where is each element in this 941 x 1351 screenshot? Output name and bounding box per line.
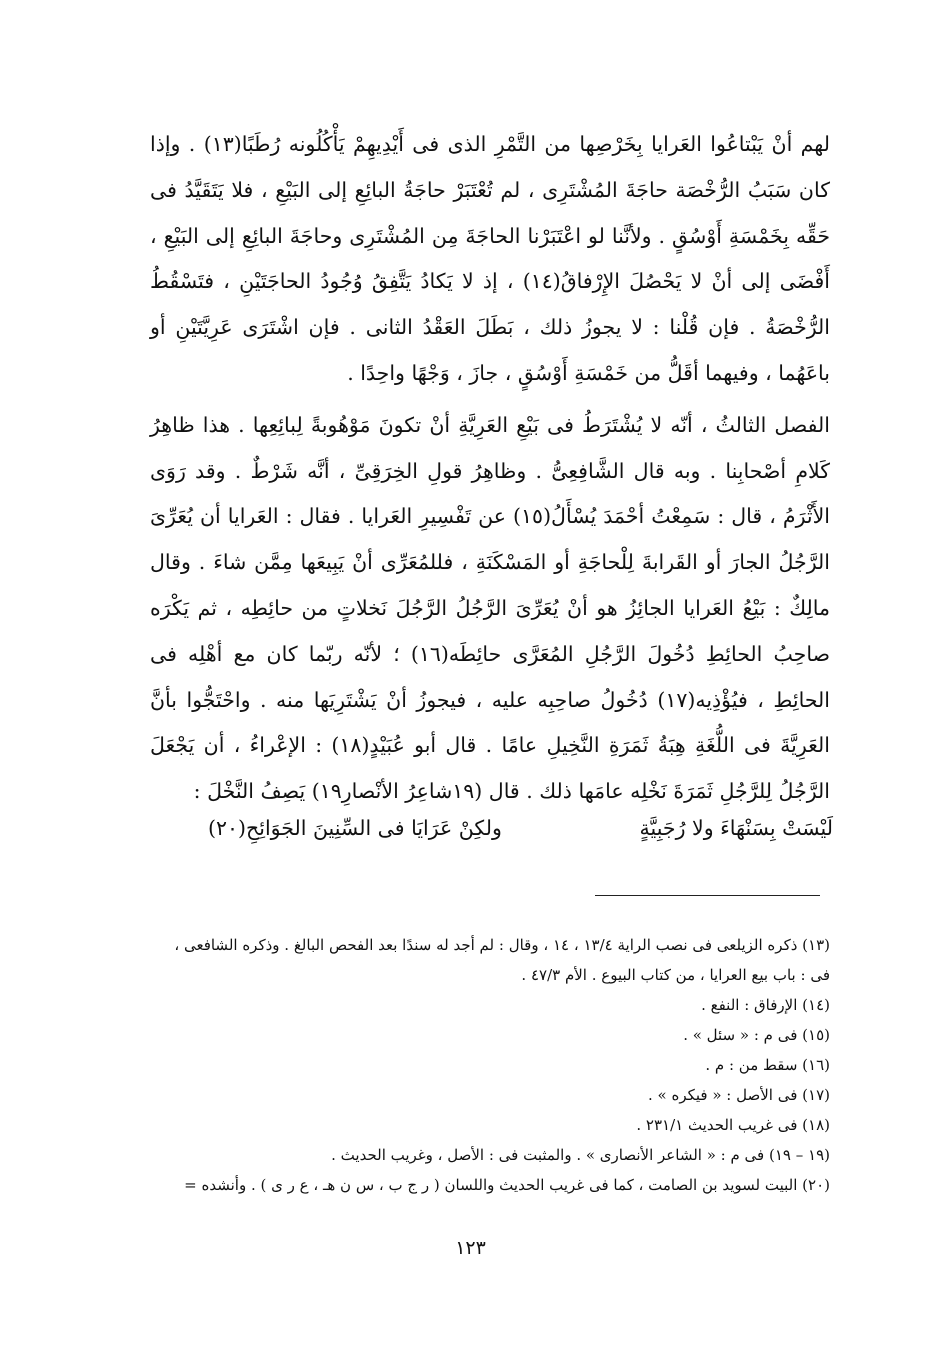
footnote-14: (١٤) الإرفاق : النفع .	[701, 996, 830, 1014]
verse-hemistich-2: ولكِنْ عَرَايَا فى السِّنِينَ الجَوَائِحِ(٢٠)	[208, 816, 502, 840]
paragraph-1: لهم أنْ يَبْتاعُوا العَرايا بِخَرْصِها من التَّمْرِ الذى فى أَيْدِيهِمْ يَأْكُلُونه رُطَبًا(١٣) . وإذا كان سَبَبُ الرُّخْصَة حاجَةَ المُشْتَرِى ، لم تُعْتَبَرْ حاجَةُ البائِعِ إلى البَيْعِ ، فلا يَتَقَيَّدُ فى حَقِّه بِخَمْسَةِ أَوْسُقٍ . ولأنَّنا لو اعْتَبَرْنا الحاجَةَ مِن المُشْتَرِى وحاجَةَ البائِعِ إلى البَيْعِ ، أَفْضَى إلى أنْ لا يَحْصُلَ الإِرْفاقُ(١٤) ، إذ لا يَكادُ يَتَّفِقُ وُجُودُ الحاجَتَيْنِ ، فتَسْقُطُ الرُّخْصَةُ . فإن قُلْنا : لا يجوزُ ذلك ، بَطَلَ العَقْدُ الثانى . فإن اشْتَرَى عَرِيَّتَيْنِ أو باعَهُما ، وفيهما أقَلُّ من خَمْسَةِ أَوْسُقٍ ، جازَ ، وَجْهًا واحِدًا .	[150, 132, 830, 385]
footnote-13: (١٣) ذكره الزيلعى فى نصب الراية ١٣/٤ ، ١٤ ، وقال : لم أجد له سندًا بعد الفحص البالغ . وذكره الشافعى ، فى : باب بيع العرايا ، من كتاب البيوع . الأم ٤٧/٣ .	[174, 936, 830, 984]
footnote-17: (١٧) فى الأصل : « فيكره » .	[648, 1086, 830, 1104]
verse-hemistich-1: لَيْسَتْ بِسَنْهَاءَ ولا رُجَبِيَّةٍ	[639, 816, 833, 840]
footnote-19: (١٩ – ١٩) فى م : « الشاعر الأنصارى » . والمثبت فى : الأصل ، وغريب الحديث .	[331, 1146, 830, 1164]
poem-verse	[158, 805, 833, 851]
main-text	[150, 122, 830, 815]
footnotes	[150, 930, 830, 1200]
footnote-separator	[595, 895, 820, 896]
footnote-20: (٢٠) البيت لسويد بن الصامت ، كما فى غريب الحديث واللسان ( ر ج ب ، س ن هـ ، ع ر ى ) . وأنشده =	[184, 1176, 830, 1194]
paragraph-2: الفصل الثالثُ ، أنّه لا يُشْتَرَطُ فى بَيْعِ العَرِيَّةِ أنْ تكونَ مَوْهُوبةً لِبائِعِها . هذا ظاهِرُ كَلامِ أصْحابِنا . وبه قال الشَّافِعِىُّ . وظاهِرُ قولِ الخِرَقِىِّ ، أنَّه شَرْطٌ . وقد رَوَى الأَثْرَمُ ، قال : سَمِعْتُ أحْمَدَ يُسْأَلُ(١٥) عن تَفْسِيرِ العَرايا . فقال : العَرايا أن يُعَرِّىَ الرَّجُلُ الجارَ أو القَرابةَ لِلْحاجَةِ أو المَسْكَنَةِ ، فللمُعَرِّى أنْ يَبِيعَها مِمَّن شاءَ . وقال مالِكٌ : بَيْعُ العَرايا الجائِزُ هو أنْ يُعَرِّىَ الرَّجُلُ الرَّجُلَ نَخلاتٍ من حائِطِه ، ثم يَكْرَه صاحِبُ الحائِطِ دُخُولَ الرَّجُلِ المُعَرَّى حائِطَه(١٦) ؛ لأنّه ربّما كان مع أهْلِه فى الحائِطِ ، فيُؤْذِيه(١٧) دُخُولُ صاحِبِه عليه ، فيجوزُ أنْ يَشْتَرِيَها منه . واحْتَجُّوا بأنَّ العَرِيَّةَ فى اللُّغَةِ هِبَةُ ثَمَرَةِ النَّخِيلِ عامًا . قال أبو عُبَيْدٍ(١٨) : الإعْراءُ ، أن يَجْعَلَ الرَّجُلُ لِلرَّجُلِ ثَمَرَةَ نَخْلِه عامَها ذلك . قال (١٩شاعِرُ الأنْصارِ١٩) يَصِفُ النَّخْلَ :	[150, 412, 830, 804]
footnote-16: (١٦) سقط من : م .	[705, 1056, 830, 1074]
footnote-18: (١٨) فى غريب الحديث ٢٣١/١ .	[636, 1116, 830, 1134]
page-number: ١٢٣	[455, 1237, 486, 1259]
footnote-15: (١٥) فى م : « سئل » .	[683, 1026, 830, 1044]
